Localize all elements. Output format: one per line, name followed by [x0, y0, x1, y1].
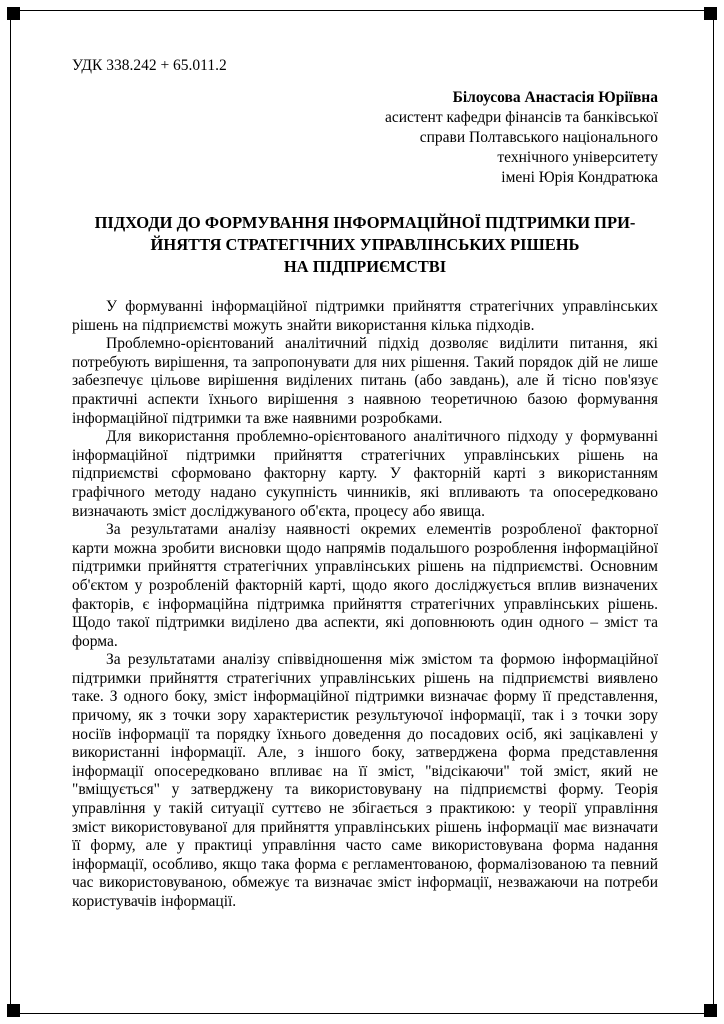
corner-mark-bottom-right — [704, 1004, 717, 1017]
corner-mark-bottom-left — [7, 1004, 20, 1017]
corner-mark-top-right — [704, 7, 717, 20]
body-paragraph: У формуванні інформаційної підтримки прийняття стратегічних управлінських рішень на підприємстві можуть знайти використання кілька підходів. — [72, 298, 658, 334]
body-paragraph: Проблемно-орієнтований аналітичний підхід дозволяє виділити питання, які потребують вирішення, та запропонувати для них рішення. Такий порядок дій не лише забезпечує цільове вирішення виділених питань (або завдань), але й тісно пов'язує практичні аспекти їхнього вирішення з наявною теоретичною базою формування інформаційної підтримки та вже наявними розробками. — [72, 335, 658, 427]
author-affiliation-line: справи Полтавського національного — [419, 129, 658, 146]
article-title — [72, 212, 658, 278]
article-title-line: ПІДХОДИ ДО ФОРМУВАННЯ ІНФОРМАЦІЙНОЇ ПІДТРИМКИ ПРИ- — [94, 213, 636, 232]
author-affiliation-line: імені Юрія Кондратюка — [501, 169, 658, 186]
body-paragraph: За результатами аналізу співвідношення між змістом та формою інформаційної підтримки прийняття стратегічних управлінських рішень на підприємстві виявлено таке. З одного боку, зміст інформаційної підтримки визначає форму її представлення, причому, як з точки зору характеристик результуючої інформації, так і з точки зору носіїв інформації та порядку їхнього доведення до посадових осіб, які зацікавлені у використанні інформації. Але, з іншого боку, затверджена форма представлення інформації опосередковано впливає на її зміст, "відсікаючи" той зміст, який не "вміщується" у затверджену та використовувану на підприємстві форму. Теорія управління у такій ситуації суттєво не збігається з практикою: у теорії управління зміст використовуваної для прийняття управлінських рішень інформації має визначати її форму, але у практиці управління часто саме використовувана форма надання інформації, особливо, якщо така форма є регламентованою, формалізованою та певний час використовуваною, обмежує та визначає зміст інформації, незважаючи на потреби користувачів інформації. — [72, 651, 658, 910]
body-paragraph: Для використання проблемно-орієнтованого аналітичного підходу у формуванні інформаційної підтримки прийняття стратегічних управлінських рішень на підприємстві сформовано факторну карту. У факторній карті з використанням графічного методу надано сукупність чинників, які впливають та опосередковано визначають зміст досліджуваного об'єкта, процесу або явища. — [72, 428, 658, 520]
page-content — [72, 56, 658, 912]
article-title-line: НА ПІДПРИЄМСТВІ — [283, 257, 447, 276]
author-affiliation-line: асистент кафедри фінансів та банківської — [384, 109, 658, 126]
author-affiliation-line: технічного університету — [497, 149, 658, 166]
udc-code: УДК 338.242 + 65.011.2 — [72, 57, 227, 74]
body-paragraph: За результатами аналізу наявності окремих елементів розробленої факторної карти можна зробити висновки щодо напрямів подальшого розроблення інформаційної підтримки прийняття стратегічних управлінських рішень на підприємстві. Основним об'єктом у розробленій факторній карті, щодо якого досліджується вплив визначених факторів, є інформаційна підтримка прийняття стратегічних управлінських рішень. Щодо такої підтримки виділено два аспекти, які доповнюють один одного – зміст та форма. — [72, 521, 658, 650]
author-block — [72, 88, 658, 188]
article-title-line: ЙНЯТТЯ СТРАТЕГІЧНИХ УПРАВЛІНСЬКИХ РІШЕНЬ — [150, 235, 580, 254]
author-name: Білоусова Анастасія Юріївна — [452, 89, 658, 106]
corner-mark-top-left — [7, 7, 20, 20]
